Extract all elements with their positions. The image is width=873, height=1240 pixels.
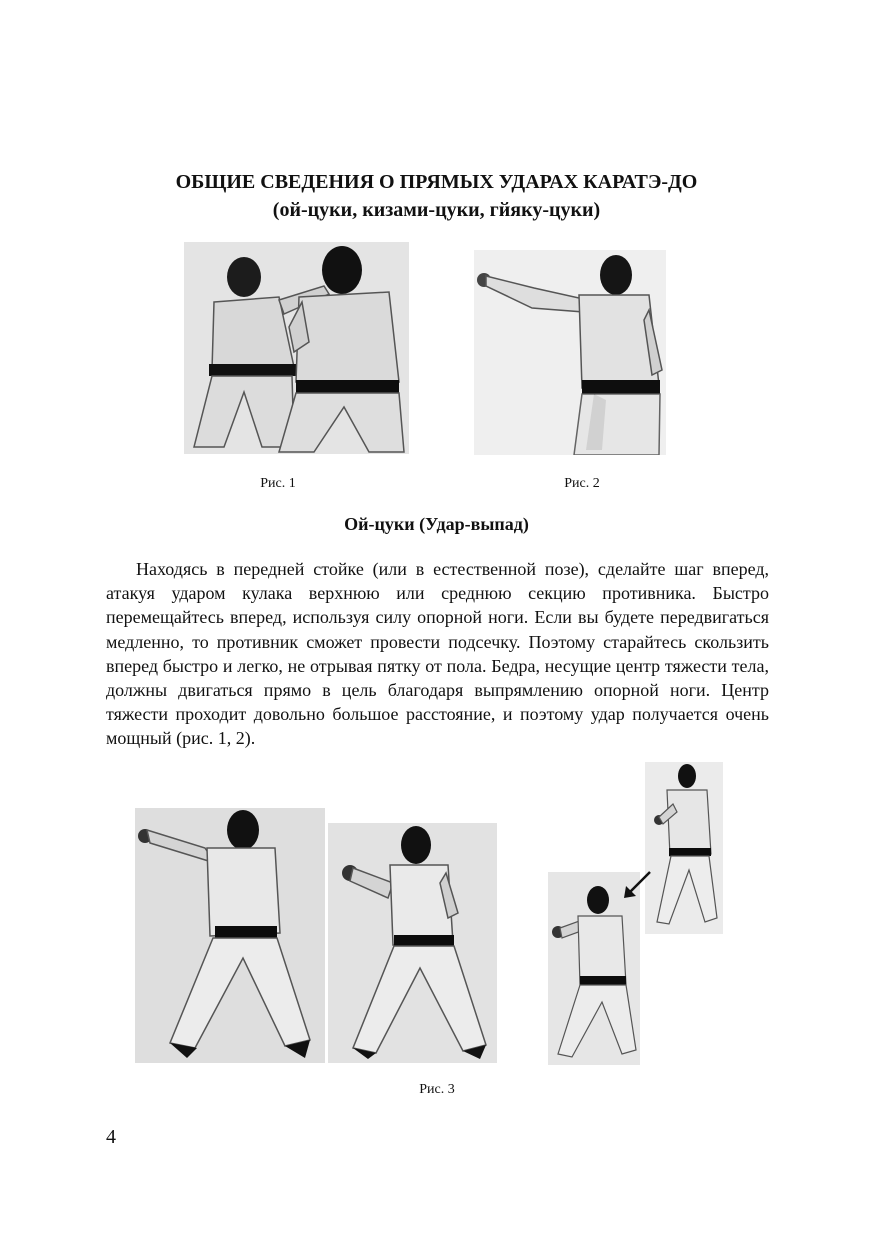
section-heading: Ой-цуки (Удар-выпад) xyxy=(344,514,529,534)
figure-3-photo-b xyxy=(328,823,497,1063)
figure-2-photo xyxy=(474,250,666,455)
figure-2-caption: Рис. 2 xyxy=(564,476,600,491)
page-number: 4 xyxy=(106,1126,116,1148)
figure-1-caption: Рис. 1 xyxy=(260,476,296,491)
page-title-line-2: (ой-цуки, кизами-цуки, гйяку-цуки) xyxy=(272,199,601,221)
figure-3-photo-a xyxy=(135,808,325,1063)
page-title-line-1: ОБЩИЕ СВЕДЕНИЯ О ПРЯМЫХ УДАРАХ КАРАТЭ-ДО xyxy=(175,171,698,193)
body-paragraph: Находясь в передней стойке (или в естественной позе), сделайте шаг вперед, атакуя ударом кулака верхнюю или среднюю секцию противника. Быстро перемещайтесь вперед, используя силу опорной ноги. Если вы будете передвигаться медленно, то противник сможет провести подсечку. Поэтому старайтесь скользить вперед быстро и легко, не отрывая пятку от пола. Бедра, несущие центр тяжести тела, должны двигаться прямо в цель благодаря выпрямлению опорной ноги. Центр тяжести проходит довольно большое расстояние, и поэтому удар получается очень мощный (рис. 1, 2). xyxy=(106,559,769,749)
figure-3-caption: Рис. 3 xyxy=(419,1082,455,1097)
figure-1-photo xyxy=(184,242,409,454)
sequence-arrow-icon xyxy=(620,868,654,902)
figure-3-photo-c xyxy=(645,762,723,934)
